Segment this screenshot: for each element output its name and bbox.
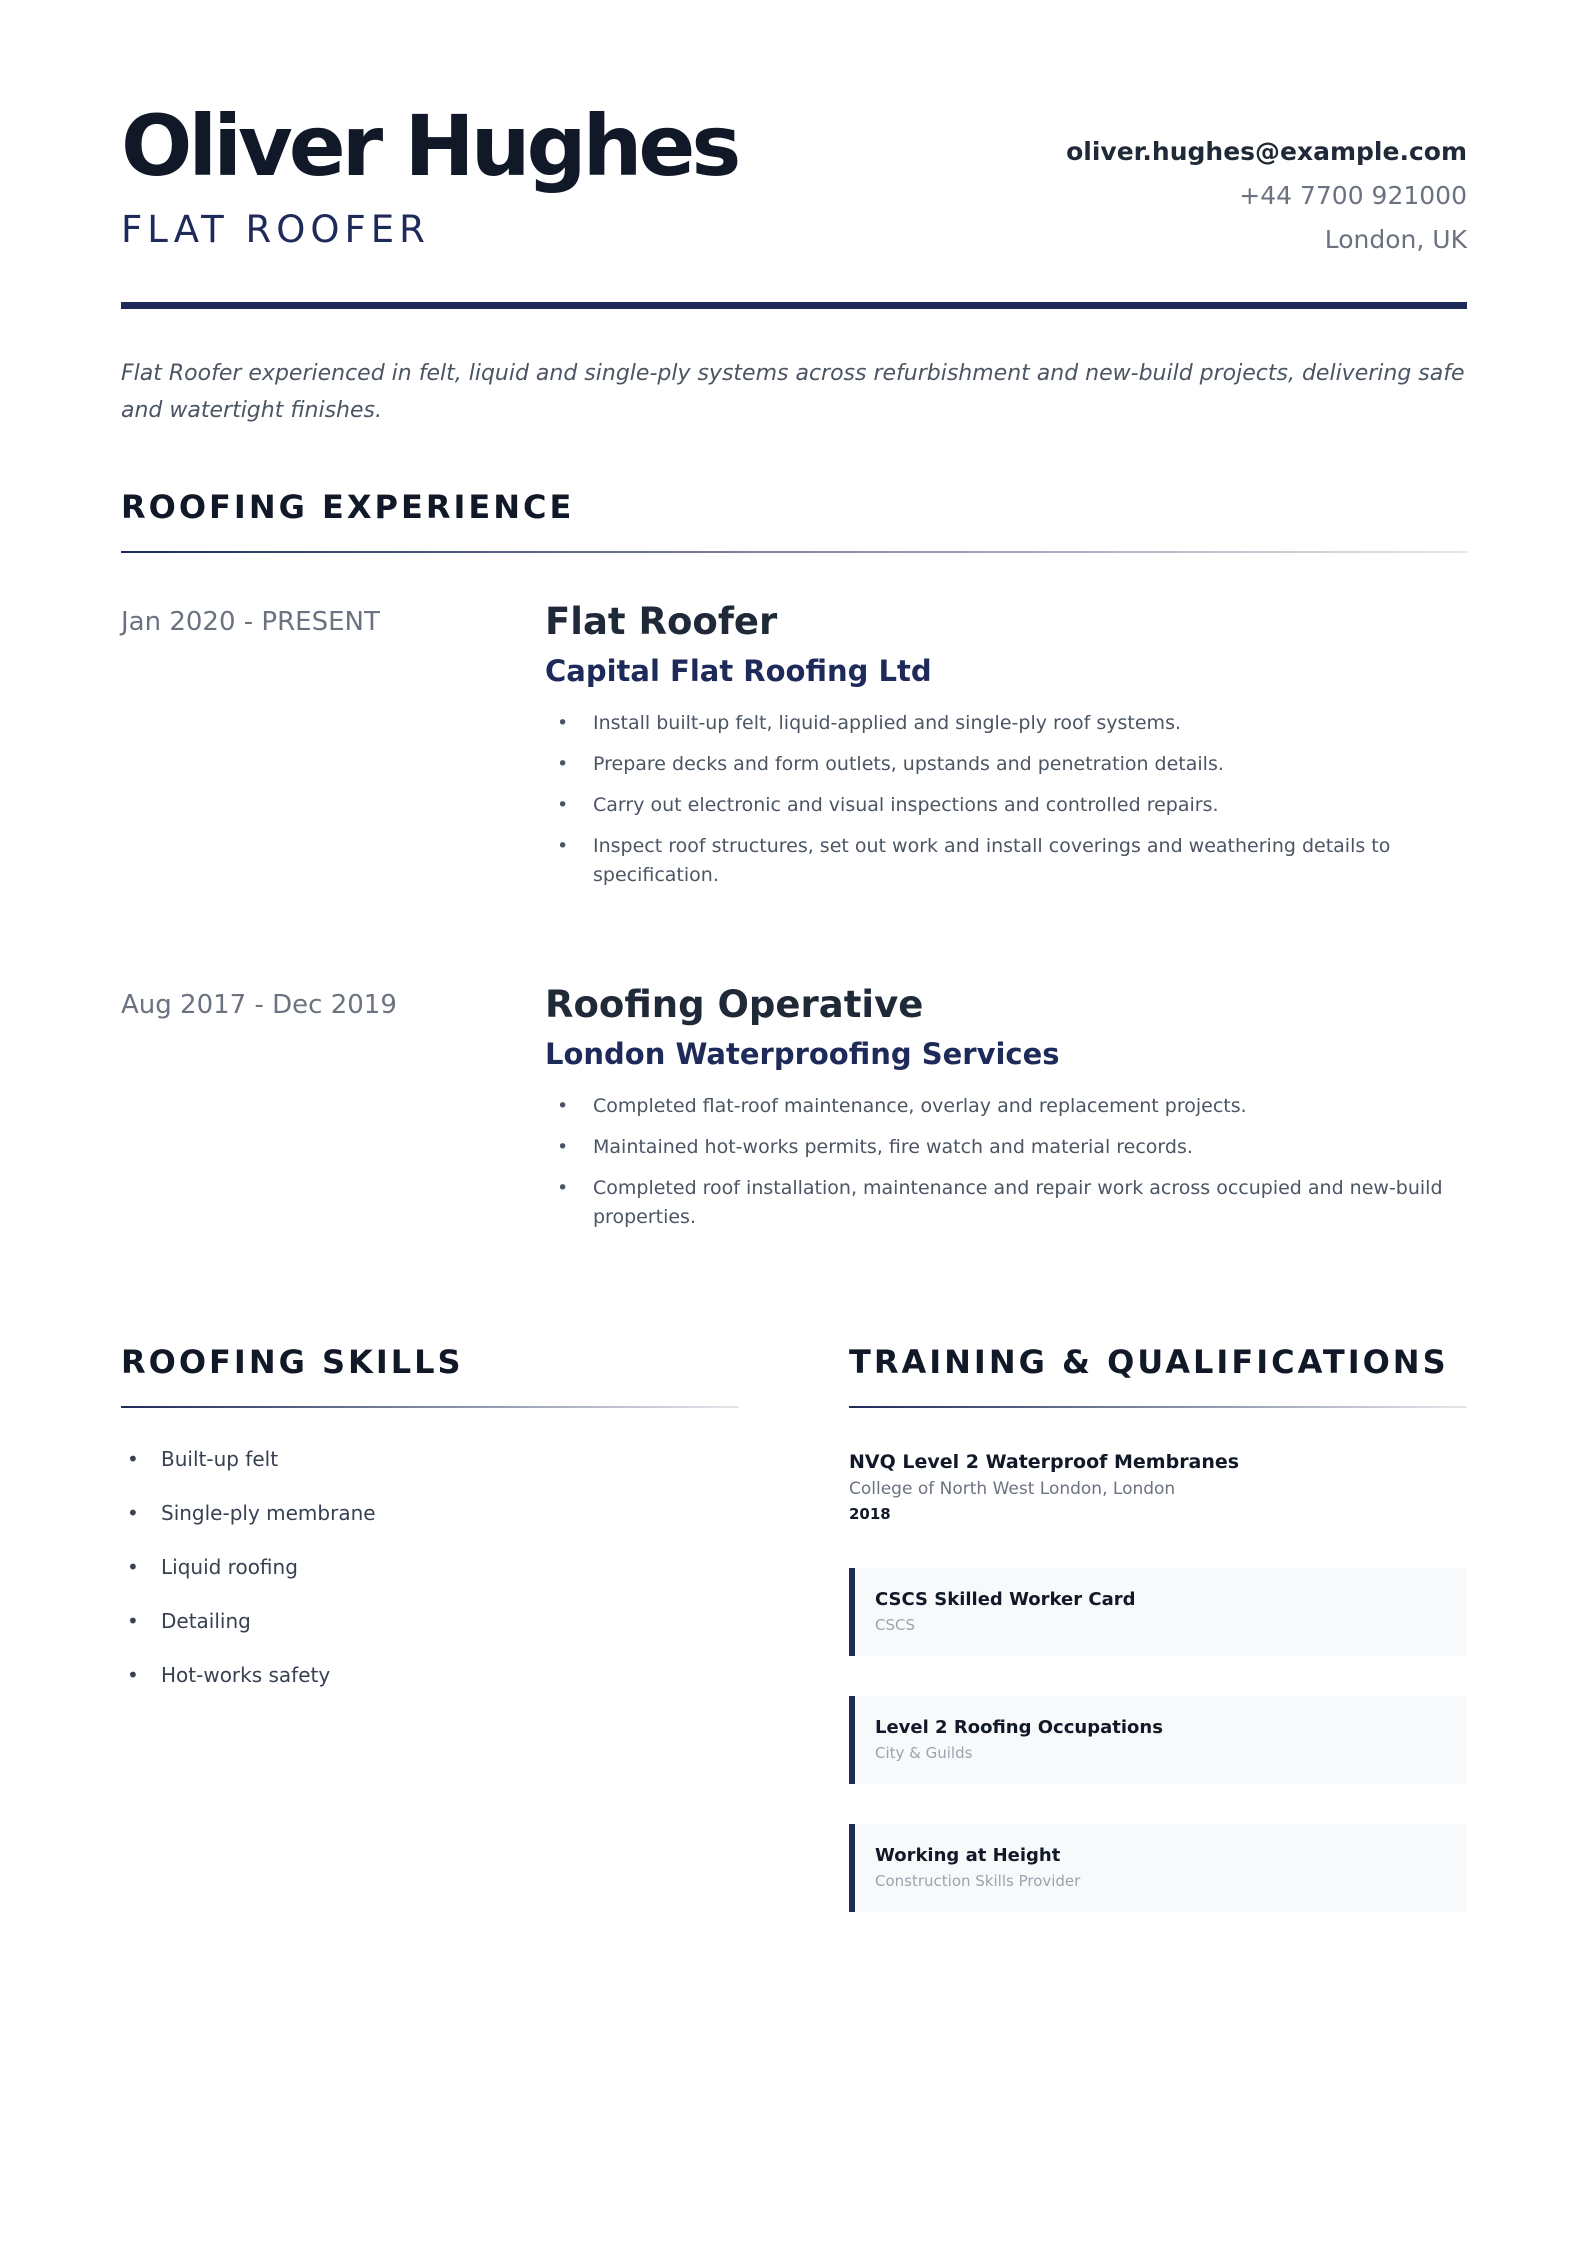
section-divider xyxy=(849,1406,1467,1408)
job-bullet: • Completed roof installation, maintenance and repair work across occupied and new-build properties. xyxy=(545,1174,1467,1232)
certification-name: CSCS Skilled Worker Card xyxy=(875,1589,1136,1610)
education-entry xyxy=(849,1448,1467,1526)
training-section xyxy=(849,1342,1467,1912)
job-company: Capital Flat Roofing Ltd xyxy=(545,654,932,688)
resume-header xyxy=(121,0,1467,262)
job-dates: Aug 2017 - Dec 2019 xyxy=(121,990,397,1020)
job-company: London Waterproofing Services xyxy=(545,1037,1060,1071)
candidate-name: Oliver Hughes xyxy=(121,97,738,195)
skill-item: • Hot-works safety xyxy=(121,1660,739,1690)
profile-summary: Flat Roofer experienced in felt, liquid and single-ply systems across refurbishment and new-build projects, delivering safe and watertight finishes. xyxy=(121,361,1465,423)
job-details xyxy=(545,982,1467,1244)
certification-name: Working at Height xyxy=(875,1845,1061,1866)
contact-block xyxy=(1066,98,1467,262)
job-bullet: • Install built-up felt, liquid-applied and single-ply roof systems. xyxy=(545,709,1467,738)
job-bullet: • Completed flat-roof maintenance, overlay and replacement projects. xyxy=(545,1092,1467,1121)
certification-card xyxy=(849,1696,1467,1784)
job-entry xyxy=(121,599,1467,902)
job-bullet: • Inspect roof structures, set out work and install coverings and weathering details to specification. xyxy=(545,832,1467,890)
skills-section xyxy=(121,1342,739,1912)
certification-issuer: City & Guilds xyxy=(875,1744,973,1762)
certification-issuer: CSCS xyxy=(875,1616,915,1634)
skill-item: • Liquid roofing xyxy=(121,1552,739,1582)
certification-issuer: Construction Skills Provider xyxy=(875,1872,1081,1890)
job-bullets xyxy=(545,1092,1467,1232)
skill-item: • Single-ply membrane xyxy=(121,1498,739,1528)
job-bullet: • Maintained hot-works permits, fire watch and material records. xyxy=(545,1133,1467,1162)
section-divider xyxy=(121,1406,739,1408)
header-divider xyxy=(121,302,1467,309)
job-role: Flat Roofer xyxy=(545,600,778,643)
lower-columns xyxy=(121,1342,1467,1912)
skills-list xyxy=(121,1444,739,1690)
training-heading: TRAINING & QUALIFICATIONS xyxy=(849,1343,1449,1381)
phone-text: +44 7700 921000 xyxy=(1239,181,1467,210)
job-title: FLAT ROOFER xyxy=(121,208,430,251)
experience-heading: ROOFING EXPERIENCE xyxy=(121,488,575,526)
skill-item: • Detailing xyxy=(121,1606,739,1636)
job-bullet: • Carry out electronic and visual inspections and controlled repairs. xyxy=(545,791,1467,820)
certification-name: Level 2 Roofing Occupations xyxy=(875,1717,1163,1738)
job-bullets xyxy=(545,709,1467,890)
job-dates: Jan 2020 - PRESENT xyxy=(121,607,380,637)
job-details xyxy=(545,599,1467,902)
certification-card xyxy=(849,1568,1467,1656)
qualification-institution: College of North West London, London xyxy=(849,1479,1176,1499)
job-role: Roofing Operative xyxy=(545,983,924,1026)
job-bullet: • Prepare decks and form outlets, upstands and penetration details. xyxy=(545,750,1467,779)
skills-heading: ROOFING SKILLS xyxy=(121,1343,464,1381)
certification-card xyxy=(849,1824,1467,1912)
skill-item: • Built-up felt xyxy=(121,1444,739,1474)
qualification-year: 2018 xyxy=(849,1505,891,1523)
job-entry xyxy=(121,982,1467,1244)
experience-section xyxy=(121,487,1467,1244)
name-block xyxy=(121,98,737,252)
location-text: London, UK xyxy=(1324,225,1467,254)
email-text: oliver.hughes@example.com xyxy=(1066,137,1467,166)
section-divider xyxy=(121,551,1467,553)
qualification-name: NVQ Level 2 Waterproof Membranes xyxy=(849,1451,1240,1473)
